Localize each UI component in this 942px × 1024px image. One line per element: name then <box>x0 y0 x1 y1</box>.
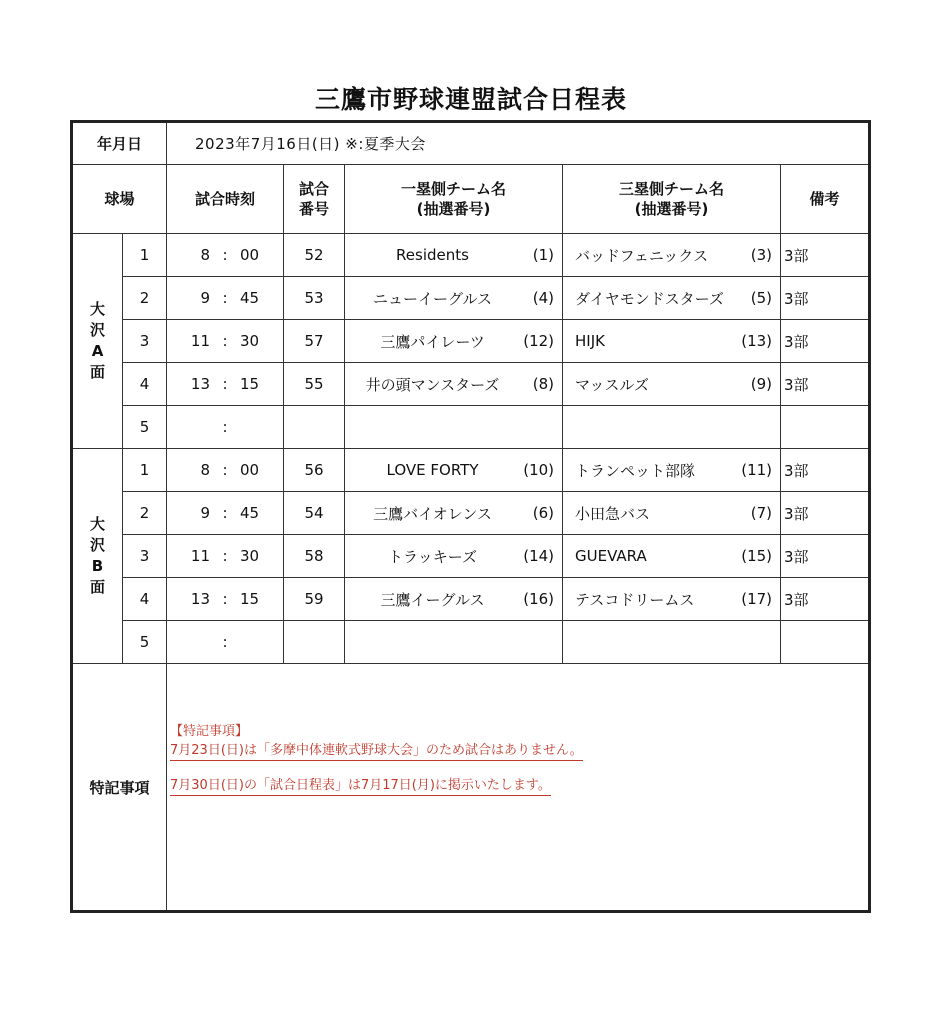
game-time <box>167 363 284 406</box>
schedule-table <box>70 120 871 913</box>
game-time <box>167 578 284 621</box>
team2-name: HIJK <box>575 332 605 350</box>
table-row <box>72 621 870 664</box>
team1-cell <box>345 492 563 535</box>
time-minute: 30 <box>240 332 260 350</box>
game-time <box>167 320 284 363</box>
team2-cell <box>563 492 781 535</box>
time-colon: : <box>222 418 228 436</box>
date-value: 2023年7月16日(日) ※:夏季大会 <box>167 122 870 165</box>
game-note: 3部 <box>781 234 870 277</box>
team1-draw: (8) <box>532 375 555 393</box>
game-note: 3部 <box>781 363 870 406</box>
time-minute: 45 <box>240 504 260 522</box>
game-time <box>167 621 284 664</box>
time-colon: : <box>222 375 228 393</box>
team1-name: ニューイーグルス <box>372 289 493 308</box>
header-team2-line1: 三塁側チーム名 <box>619 180 725 198</box>
team2-name: 小田急バス <box>575 504 651 523</box>
header-team1-line2: (抽選番号) <box>416 200 491 218</box>
team2-draw: (17) <box>741 590 773 608</box>
time-colon: : <box>222 590 228 608</box>
game-time <box>167 535 284 578</box>
time-minute: 00 <box>240 246 260 264</box>
game-number: 53 <box>284 277 345 320</box>
game-note: 3部 <box>781 535 870 578</box>
game-number <box>284 406 345 449</box>
game-time <box>167 449 284 492</box>
game-number: 59 <box>284 578 345 621</box>
team2-cell <box>563 578 781 621</box>
table-row <box>72 492 870 535</box>
time-colon: : <box>222 547 228 565</box>
venue-char: 大 <box>89 515 105 533</box>
time-hour: 9 <box>200 289 211 307</box>
game-number: 58 <box>284 535 345 578</box>
team1-name: 三鷹パイレーツ <box>380 332 485 351</box>
table-row <box>72 234 870 277</box>
venue-char: 面 <box>89 578 105 596</box>
team2-cell <box>563 449 781 492</box>
remarks-row <box>72 664 870 912</box>
venue-label <box>72 449 123 664</box>
game-note <box>781 621 870 664</box>
team1-draw: (14) <box>523 547 555 565</box>
team2-cell <box>563 535 781 578</box>
team1-draw: (10) <box>523 461 555 479</box>
team2-cell <box>563 234 781 277</box>
time-minute: 45 <box>240 289 260 307</box>
time-colon: : <box>222 504 228 522</box>
slot-number: 2 <box>123 277 167 320</box>
date-label: 年月日 <box>72 122 167 165</box>
team1-name: 三鷹イーグルス <box>380 590 485 609</box>
time-hour: 8 <box>200 461 211 479</box>
page-title: 三鷹市野球連盟試合日程表 <box>314 85 627 114</box>
slot-number: 5 <box>123 406 167 449</box>
slot-number: 5 <box>123 621 167 664</box>
venue-char: B <box>91 557 104 575</box>
slot-number: 4 <box>123 578 167 621</box>
remarks-label: 特記事項 <box>72 664 167 912</box>
team1-cell <box>345 234 563 277</box>
team2-draw: (11) <box>741 461 773 479</box>
team1-cell <box>345 363 563 406</box>
team1-cell <box>345 277 563 320</box>
time-minute: 30 <box>240 547 260 565</box>
team1-name: トラッキーズ <box>388 547 477 566</box>
header-notes: 備考 <box>781 165 870 234</box>
time-colon: : <box>222 246 228 264</box>
time-minute: 00 <box>240 461 260 479</box>
game-number: 52 <box>284 234 345 277</box>
slot-number: 4 <box>123 363 167 406</box>
slot-number: 3 <box>123 535 167 578</box>
header-team2-line2: (抽選番号) <box>634 200 709 218</box>
team2-draw: (15) <box>741 547 773 565</box>
team1-name: Residents <box>396 246 469 264</box>
team2-cell <box>563 277 781 320</box>
team2-draw: (5) <box>750 289 773 307</box>
time-hour: 9 <box>200 504 211 522</box>
game-number: 54 <box>284 492 345 535</box>
game-note: 3部 <box>781 492 870 535</box>
venue-label <box>72 234 123 449</box>
table-row <box>72 363 870 406</box>
venue-char: 沢 <box>89 321 105 339</box>
team2-draw: (7) <box>750 504 773 522</box>
game-note: 3部 <box>781 320 870 363</box>
game-number <box>284 621 345 664</box>
game-time <box>167 492 284 535</box>
team1-draw: (1) <box>532 246 555 264</box>
game-note: 3部 <box>781 277 870 320</box>
venue-char: A <box>91 342 104 360</box>
team2-name: テスコドリームス <box>575 590 695 609</box>
game-note <box>781 406 870 449</box>
team2-cell <box>563 406 781 449</box>
time-hour: 13 <box>190 590 211 608</box>
time-colon: : <box>222 332 228 350</box>
game-number: 56 <box>284 449 345 492</box>
team2-name: トランペット部隊 <box>575 461 696 480</box>
team2-draw: (13) <box>741 332 773 350</box>
team1-draw: (12) <box>523 332 555 350</box>
game-note: 3部 <box>781 578 870 621</box>
date-row <box>72 122 870 165</box>
header-game-no-line1: 試合 <box>299 180 330 198</box>
time-colon: : <box>222 461 228 479</box>
team1-cell <box>345 406 563 449</box>
time-hour: 11 <box>190 332 211 350</box>
table-row <box>72 406 870 449</box>
team1-name: 三鷹バイオレンス <box>373 504 492 523</box>
time-minute: 15 <box>240 375 260 393</box>
remarks-heading: 【特記事項】 <box>170 724 249 739</box>
slot-number: 2 <box>123 492 167 535</box>
team2-name: ダイヤモンドスターズ <box>575 289 724 308</box>
time-hour: 13 <box>190 375 211 393</box>
remarks-line-1: 7月23日(日)は「多摩中体連軟式野球大会」のため試合はありません。 <box>170 742 583 761</box>
remarks-body <box>167 664 870 912</box>
team2-draw: (9) <box>750 375 773 393</box>
header-game-no-line2: 番号 <box>299 200 330 218</box>
team2-name: GUEVARA <box>575 547 647 565</box>
team2-draw: (3) <box>750 246 773 264</box>
header-team1-line1: 一塁側チーム名 <box>401 180 507 198</box>
team2-name: マッスルズ <box>575 375 649 394</box>
venue-char: 大 <box>89 300 105 318</box>
header-game-no <box>284 165 345 234</box>
header-field: 球場 <box>72 165 167 234</box>
table-row <box>72 277 870 320</box>
time-hour: 11 <box>190 547 211 565</box>
venue-char: 沢 <box>89 536 105 554</box>
team1-name: LOVE FORTY <box>386 461 479 479</box>
team1-cell <box>345 320 563 363</box>
table-row <box>72 578 870 621</box>
time-hour: 8 <box>200 246 211 264</box>
team1-draw: (6) <box>532 504 555 522</box>
game-time <box>167 234 284 277</box>
game-number: 57 <box>284 320 345 363</box>
game-time <box>167 406 284 449</box>
slot-number: 3 <box>123 320 167 363</box>
header-time: 試合時刻 <box>167 165 284 234</box>
team1-cell <box>345 621 563 664</box>
game-number: 55 <box>284 363 345 406</box>
game-time <box>167 277 284 320</box>
table-row <box>72 535 870 578</box>
team1-cell <box>345 535 563 578</box>
table-row <box>72 320 870 363</box>
venue-char: 面 <box>89 363 105 381</box>
team1-draw: (4) <box>532 289 555 307</box>
time-colon: : <box>222 633 228 651</box>
team2-cell <box>563 363 781 406</box>
game-note: 3部 <box>781 449 870 492</box>
team2-cell <box>563 621 781 664</box>
slot-number: 1 <box>123 449 167 492</box>
time-colon: : <box>222 289 228 307</box>
team1-name: 井の頭マンスターズ <box>365 375 500 394</box>
header-team2 <box>563 165 781 234</box>
team2-cell <box>563 320 781 363</box>
team1-draw: (16) <box>523 590 555 608</box>
time-minute: 15 <box>240 590 260 608</box>
header-team1 <box>345 165 563 234</box>
table-row <box>72 449 870 492</box>
team1-cell <box>345 449 563 492</box>
team1-cell <box>345 578 563 621</box>
remarks-line-2: 7月30日(日)の「試合日程表」は7月17日(月)に掲示いたします。 <box>170 777 551 796</box>
slot-number: 1 <box>123 234 167 277</box>
team2-name: バッドフェニックス <box>575 246 709 265</box>
header-row <box>72 165 870 234</box>
